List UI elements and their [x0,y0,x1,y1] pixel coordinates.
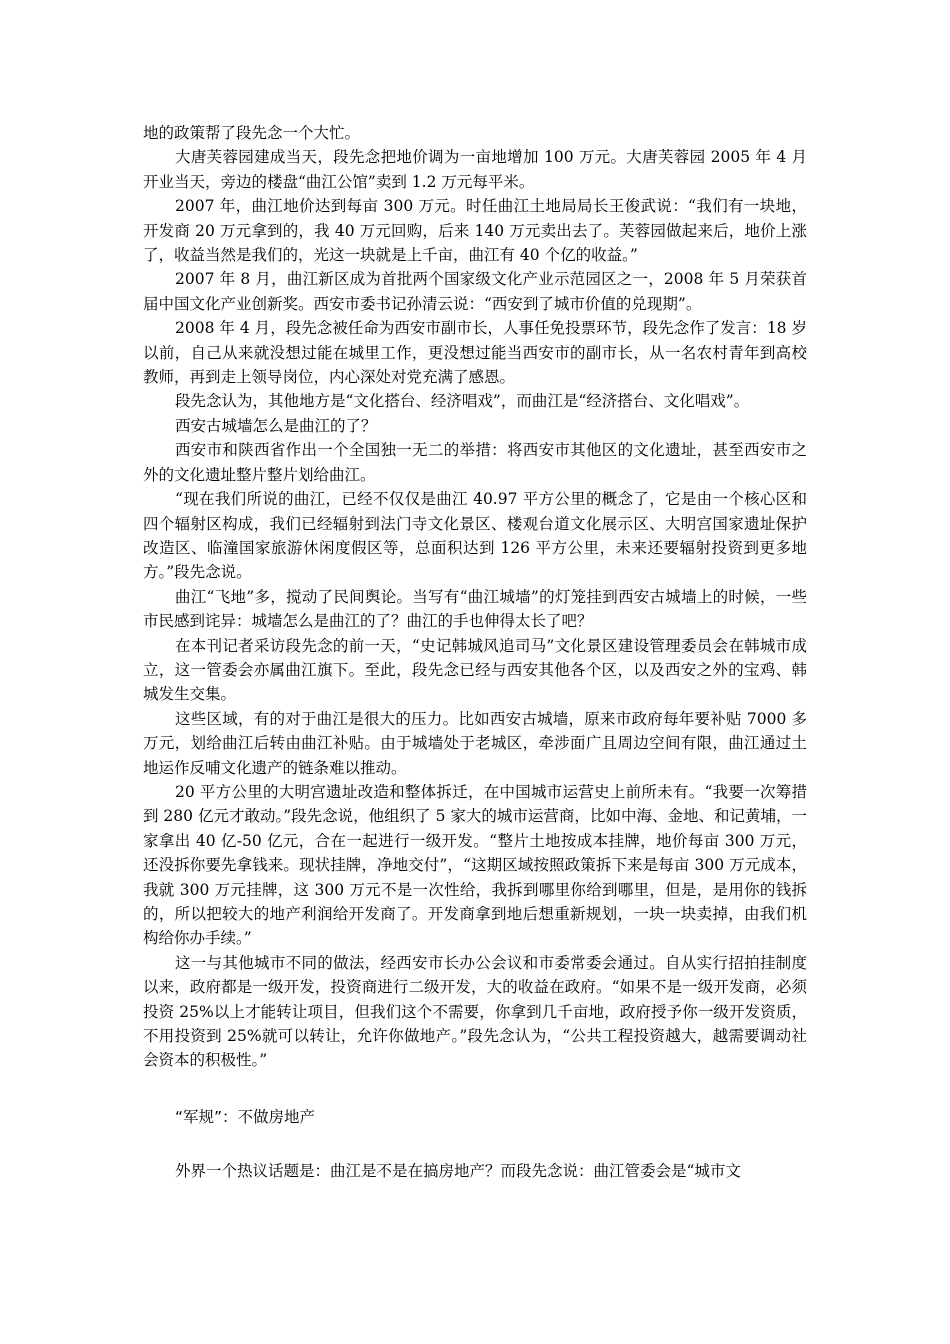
paragraph: “现在我们所说的曲江，已经不仅仅是曲江 40.97 平方公里的概念了，它是由一个核心区和四个辐射区构成，我们已经辐射到法门寺文化景区、楼观台道文化展示区、大明宫国家遗址保护改造区、临潼国家旅游休闲度假区等，总面积达到 126 平方公里，未来还要辐射投资到更多地方。”段先念说。 [143,490,807,582]
paragraph: 这些区域，有的对于曲江是很大的压力。比如西安古城墙，原来市政府每年要补贴 7000 多万元，划给曲江后转由曲江补贴。由于城墙处于老城区，牵涉面广且周边空间有限，曲江通过土地运作反哺文化遗产的链条难以推动。 [143,709,807,777]
paragraph: 2007 年 8 月，曲江新区成为首批两个国家级文化产业示范园区之一，2008 年 5 月荣获首届中国文化产业创新奖。西安市委书记孙清云说：“西安到了城市价值的兑现期”。 [143,270,807,313]
paragraph: 西安古城墙怎么是曲江的了？ [175,416,377,435]
section-heading: “军规”：不做房地产 [175,1107,316,1126]
paragraph: 西安市和陕西省作出一个全国独一无二的举措：将西安市其他区的文化遗址，甚至西安市之外的文化遗址整片整片划给曲江。 [143,441,807,484]
paragraph: 2007 年，曲江地价达到每亩 300 万元。时任曲江土地局局长王俊武说：“我们有一块地，开发商 20 万元拿到的，我 40 万元回购，后来 140 万元卖出去了。芙蓉园做起来后，地价上涨了，收益当然是我们的，光这一块就是上千亩，曲江有 40 个亿的收益。” [143,197,807,265]
paragraph: 曲江“飞地”多，搅动了民间舆论。当写有“曲江城墙”的灯笼挂到西安古城墙上的时候，一些市民感到诧异：城墙怎么是曲江的了？曲江的手也伸得太长了吧？ [143,587,807,631]
paragraph: 2008 年 4 月，段先念被任命为西安市副市长，人事任免投票环节，段先念作了发言：18 岁以前，自己从来就没想过能在城里工作，更没想过能当西安市的副市长，从一名农村青年到高校教师，再到走上领导岗位，内心深处对党充满了感恩。 [143,319,807,387]
paragraph: 地的政策帮了段先念一个大忙。 [143,124,361,142]
paragraph: 这一与其他城市不同的做法，经西安市长办公会议和市委常委会通过。自从实行招拍挂制度以来，政府都是一级开发，投资商进行二级开发，大的收益在政府。“如果不是一级开发商，必须投资 25%以上才能转让项目，但我们这个不需要，你拿到几千亩地，政府授予你一级开发资质，不用投资到 25%就可以转让，允许你做地产。”段先念认为，“公共工程投资越大，越需要调动社会资本的积极性。” [143,953,807,1070]
paragraph: 20 平方公里的大明宫遗址改造和整体拆迁，在中国城市运营史上前所未有。“我要一次筹措到 280 亿元才敢动。”段先念说，他组织了 5 家大的城市运营商，比如中海、金地、和记黄埔，一家拿出 40 亿-50 亿元，合在一起进行一级开发。“整片土地按成本挂牌，地价每亩 300 万元，还没拆你要先拿钱来。现状挂牌，净地交付”，“这期区域按照政策拆下来是每亩 300 万元成本，我就 300 万元挂牌，这 300 万元不是一次性给，我拆到哪里你给到哪里，但是，是用你的钱拆的，所以把较大的地产利润给开发商了。开发商拿到地后想重新规划，一块一块卖掉，由我们机构给你办手续。” [143,782,807,948]
paragraph: 大唐芙蓉园建成当天，段先念把地价调为一亩地增加 100 万元。大唐芙蓉园 2005 年 4 月开业当天，旁边的楼盘“曲江公馆”卖到 1.2 万元每平米。 [143,148,807,191]
paragraph: 段先念认为，其他地方是“文化搭台、经济唱戏”，而曲江是“经济搭台、文化唱戏”。 [175,392,750,411]
document-page [143,121,807,1184]
paragraph: 外界一个热议话题是：曲江是不是在搞房地产？而段先念说：曲江管委会是“城市文 [175,1162,741,1181]
paragraph: 在本刊记者采访段先念的前一天，“史记韩城风追司马”文化景区建设管理委员会在韩城市成立，这一管委会亦属曲江旗下。至此，段先念已经与西安其他各个区，以及西安之外的宝鸡、韩城发生交集。 [143,636,807,704]
